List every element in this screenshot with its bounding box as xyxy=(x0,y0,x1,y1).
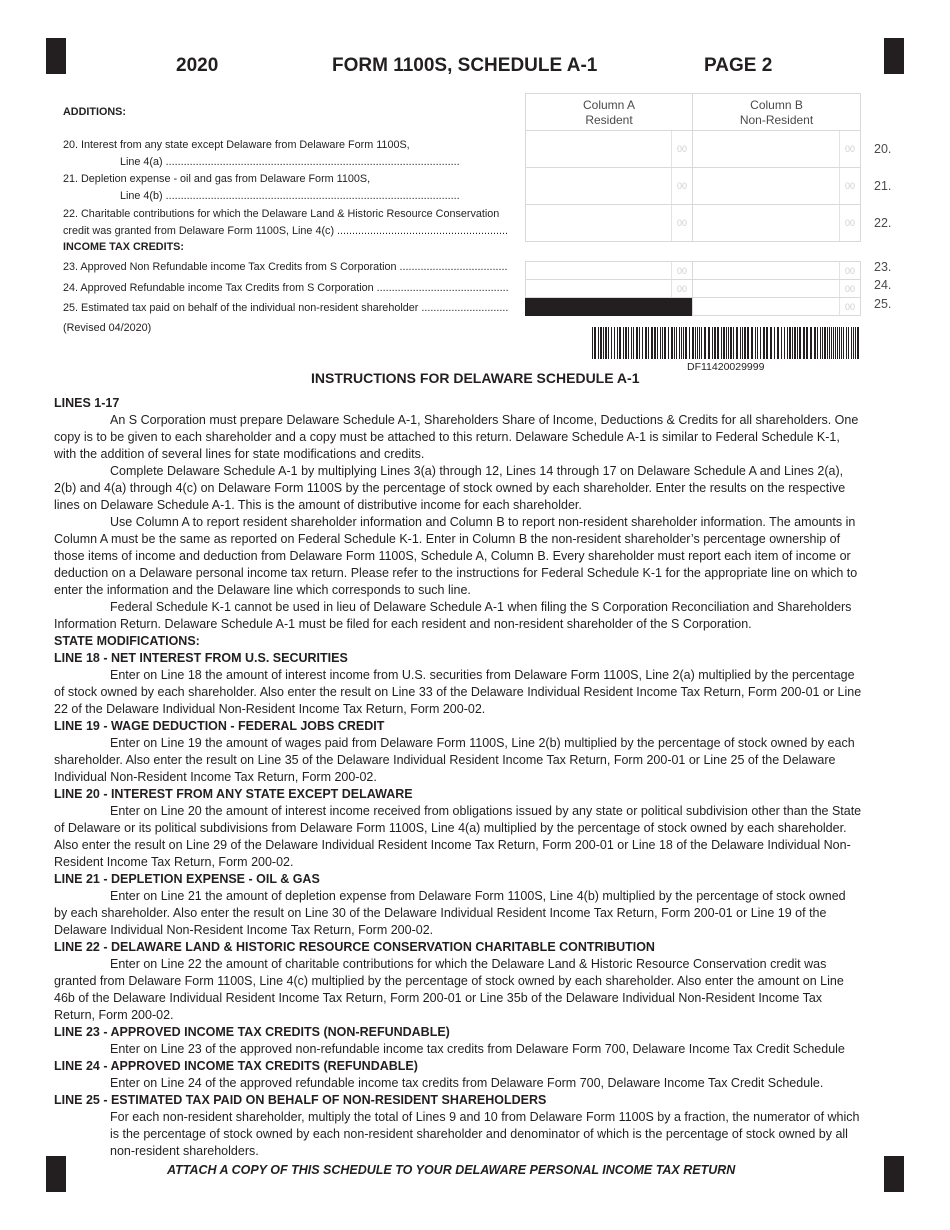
line-20-column-b-field[interactable] xyxy=(692,130,861,168)
barcode-bar xyxy=(679,327,680,359)
barcode-bar xyxy=(651,327,653,359)
barcode-bar xyxy=(781,327,782,359)
barcode-bar xyxy=(674,327,675,359)
heading-line-24: LINE 24 - APPROVED INCOME TAX CREDITS (REFUNDABLE) xyxy=(54,1059,418,1073)
column-a-subtitle: Resident xyxy=(585,113,633,127)
line-25-label: 25. Estimated tax paid on behalf of the individual non-resident shareholder ............................. xyxy=(63,302,509,314)
barcode-bar xyxy=(831,327,832,359)
line-24-column-b-cents: 00 xyxy=(839,280,860,297)
column-a-title: Column A xyxy=(582,98,636,112)
barcode-bar xyxy=(617,327,618,359)
line-21-column-a-cents: 00 xyxy=(671,168,692,204)
barcode-bar xyxy=(792,327,793,359)
barcode-bar xyxy=(857,327,859,359)
barcode-bar xyxy=(814,327,816,359)
barcode-id: DF11420029999 xyxy=(687,361,765,373)
heading-line-20: LINE 20 - INTEREST FROM ANY STATE EXCEPT DELAWARE xyxy=(54,787,413,801)
line-23-label: 23. Approved Non Refundable income Tax Credits from S Corporation .................................... xyxy=(63,261,508,273)
barcode-bar xyxy=(676,327,677,359)
barcode-bar xyxy=(623,327,624,359)
paragraph-lines-1-17-a: An S Corporation must prepare Delaware Schedule A-1, Shareholders Share of Income, Deductions & Credits for all shareholders. One copy is to be given to each shareholder and a copy must be attached to this return. Delaware Schedule A-1 is similar to Federal Schedule K-1, with the addition of several lines for state modifications and credits. xyxy=(54,413,859,461)
barcode-bar xyxy=(736,327,738,359)
line-22-column-b-cents: 00 xyxy=(839,205,860,241)
barcode-bar xyxy=(642,327,643,359)
barcode-bar xyxy=(757,327,758,359)
barcode-bar xyxy=(714,327,716,359)
barcode-bar xyxy=(777,327,779,359)
barcode-bar xyxy=(717,327,719,359)
form-title: FORM 1100S, SCHEDULE A-1 xyxy=(332,55,598,76)
barcode-bar xyxy=(810,327,812,359)
barcode-bar xyxy=(747,327,749,359)
corner-mark-top-right xyxy=(884,38,904,74)
barcode-bar xyxy=(803,327,805,359)
barcode-bar xyxy=(728,327,729,359)
barcode-bar xyxy=(789,327,791,359)
barcode-bar xyxy=(835,327,836,359)
barcode-bar xyxy=(820,327,821,359)
barcode-bar xyxy=(664,327,666,359)
barcode-bar xyxy=(631,327,632,359)
line-21-column-a-field[interactable] xyxy=(525,167,693,205)
barcode-bar xyxy=(827,327,828,359)
line-20-column-a-cents: 00 xyxy=(671,131,692,167)
barcode-bar xyxy=(774,327,775,359)
line-21-column-b-cents: 00 xyxy=(839,168,860,204)
heading-lines-1-17: LINES 1-17 xyxy=(54,396,120,410)
line-25-column-b-field[interactable] xyxy=(692,297,861,316)
line-24-column-b-field[interactable] xyxy=(692,279,861,298)
paragraph-lines-1-17-d: Federal Schedule K-1 cannot be used in lieu of Delaware Schedule A-1 when filing the S Corporation Reconciliation and Shareholders Information Return. Delaware Schedule A-1 must be filed for each resident and non-resident shareholder of the S Corporation. xyxy=(54,600,852,631)
paragraph-line-22: Enter on Line 22 the amount of charitable contributions for which the Delaware Land & Historic Resource Conservation credit was granted from Delaware Form 1100S, Line 4(c) multiplied by the percentage of stock owned by each shareholder. Also enter the amount on Line 46b of the Delaware Individual Resident Income Tax Return, Form 200-01 or Line 35b of the Delaware Individual Non-Resident Income Tax Return, Form 200-02. xyxy=(54,957,844,1022)
barcode-bar xyxy=(608,327,609,359)
line-20-column-b-cents: 00 xyxy=(839,131,860,167)
barcode-bar xyxy=(668,327,669,359)
barcode-bar xyxy=(766,327,768,359)
paragraph-lines-1-17-c: Use Column A to report resident shareholder information and Column B to report non-resident shareholder information. The amounts in Column A must be the same as reported on Federal Schedule K-1. Enter in Column B the non-resident shareholder’s percentage ownership of those items of income and deduction from Delaware Form 1100S, Schedule A, Column B. Every shareholder must report each item of income or deduction on a Delaware personal income tax return. Please refer to the instructions for Federal Schedule K-1 for the appropriate line on which to enter the information and the Delaware line which corresponds to such line. xyxy=(54,515,858,597)
instructions-body xyxy=(54,395,862,1160)
barcode-bar xyxy=(645,327,647,359)
barcode-bar xyxy=(843,327,844,359)
barcode-bar xyxy=(751,327,753,359)
barcode-bar xyxy=(760,327,761,359)
barcode-bar xyxy=(625,327,627,359)
barcode-bar xyxy=(671,327,673,359)
barcode-bar xyxy=(697,327,698,359)
barcode-bar xyxy=(611,327,612,359)
barcode-bar xyxy=(636,327,638,359)
barcode-bar xyxy=(660,327,661,359)
barcode-bar xyxy=(685,327,687,359)
paragraph-line-18: Enter on Line 18 the amount of interest income from U.S. securities from Delaware Form 1100S, Line 2(a) multiplied by the percentage of stock owned by each shareholder. Also enter the result on Line 33 of the Delaware Individual Resident Income Tax Return, Form 200-01 or Line 22 of the Delaware Individual Non-Resident Income Tax Return, Form 200-02. xyxy=(54,668,862,716)
line-24-column-a-cents: 00 xyxy=(671,280,692,297)
barcode-bar xyxy=(657,327,658,359)
heading-line-18: LINE 18 - NET INTEREST FROM U.S. SECURITIES xyxy=(54,651,348,665)
line-23-column-a-field[interactable] xyxy=(525,261,693,280)
barcode-bar xyxy=(822,327,823,359)
corner-mark-top-left-flag xyxy=(46,38,54,39)
line-23-column-a-cents: 00 xyxy=(671,262,692,279)
barcode-bar xyxy=(662,327,663,359)
barcode-bar xyxy=(848,327,849,359)
column-b-header xyxy=(692,93,861,131)
barcode-bar xyxy=(614,327,615,359)
paragraph-line-25: For each non-resident shareholder, multiply the total of Lines 9 and 10 from Delaware Form 1100S by a fraction, the numerator of which is the percentage of stock owned by each non-resident shareholder and denominator of which is the percentage of stock owned by all non-resident shareholders. xyxy=(110,1110,860,1158)
attach-copy-notice: ATTACH A COPY OF THIS SCHEDULE TO YOUR DELAWARE PERSONAL INCOME TAX RETURN xyxy=(167,1163,736,1177)
barcode-bar xyxy=(794,327,796,359)
barcode-bar xyxy=(806,327,808,359)
corner-mark-bottom-left xyxy=(46,1156,66,1192)
barcode-bar xyxy=(797,327,798,359)
barcode-bar xyxy=(619,327,621,359)
barcode-bar xyxy=(598,327,599,359)
barcode-bar xyxy=(817,327,818,359)
paragraph-line-20: Enter on Line 20 the amount of interest income received from obligations issued by any state or political subdivision other than the State of Delaware or its political subdivisions from Delaware Form 1100S, Line 4(a) multiplied by the percentage of stock owned by each shareholder. Also enter the result on Line 29 of the Delaware Individual Resident Income Tax Return, Form 200-01 or Line 18 of the Delaware Individual Non-Resident Income Tax Return, Form 200-02. xyxy=(54,804,862,869)
line-20-column-a-field[interactable] xyxy=(525,130,693,168)
barcode-bar xyxy=(683,327,684,359)
barcode-bar xyxy=(605,327,607,359)
income-tax-credits-heading: INCOME TAX CREDITS: xyxy=(63,241,184,253)
barcode-bar xyxy=(704,327,706,359)
barcode-bar xyxy=(639,327,640,359)
barcode-bar xyxy=(824,327,826,359)
barcode-bar xyxy=(846,327,847,359)
barcode-bar xyxy=(708,327,710,359)
row-number-20: 20. xyxy=(874,142,892,156)
barcode-bar xyxy=(787,327,788,359)
paragraph-line-19: Enter on Line 19 the amount of wages paid from Delaware Form 1100S, Line 2(b) multiplied by the percentage of stock owned by each shareholder. Also enter the result on Line 35 of the Delaware Individual Resident Income Tax Return, Form 200-01 or Line 25 of the Delaware Individual Non-Resident Income Tax Return, Form 200-02. xyxy=(54,736,855,784)
line-20-label: 20. Interest from any state except Delaware from Delaware Form 1100S, xyxy=(63,139,410,151)
barcode-bar xyxy=(592,327,593,359)
barcode-bar xyxy=(755,327,756,359)
barcode-bar xyxy=(695,327,696,359)
row-number-22: 22. xyxy=(874,216,892,230)
barcode-bar xyxy=(851,327,852,359)
corner-mark-top-left-tab xyxy=(46,38,66,48)
barcode-bar xyxy=(829,327,830,359)
barcode-bar xyxy=(689,327,690,359)
barcode xyxy=(592,327,862,359)
barcode-bar xyxy=(855,327,856,359)
barcode-bar xyxy=(837,327,838,359)
line-25-column-a-blocked xyxy=(525,298,693,316)
barcode-bar xyxy=(763,327,765,359)
corner-mark-bottom-right xyxy=(884,1156,904,1192)
paragraph-line-23: Enter on Line 23 of the approved non-refundable income tax credits from Delaware Form 700, Delaware Income Tax Credit Schedule xyxy=(110,1042,845,1056)
line-22-column-a-field[interactable] xyxy=(525,204,693,242)
instructions-title: INSTRUCTIONS FOR DELAWARE SCHEDULE A-1 xyxy=(311,370,640,386)
paragraph-line-24: Enter on Line 24 of the approved refundable income tax credits from Delaware Form 700, Delaware Income Tax Credit Schedule. xyxy=(110,1076,824,1090)
heading-line-21: LINE 21 - DEPLETION EXPENSE - OIL & GAS xyxy=(54,872,320,886)
heading-line-23: LINE 23 - APPROVED INCOME TAX CREDITS (NON-REFUNDABLE) xyxy=(54,1025,450,1039)
barcode-bar xyxy=(600,327,602,359)
line-22-label-cont: credit was granted from Delaware Form 1100S, Line 4(c) ......................................................... xyxy=(63,225,509,237)
barcode-bar xyxy=(603,327,604,359)
barcode-bar xyxy=(726,327,727,359)
page-number: PAGE 2 xyxy=(704,55,773,76)
barcode-bar xyxy=(633,327,634,359)
line-21-label-cont: Line 4(b) .................................................................................................. xyxy=(120,190,460,202)
line-22-label: 22. Charitable contributions for which the Delaware Land & Historic Resource Conservation xyxy=(63,208,500,220)
line-22-column-b-field[interactable] xyxy=(692,204,861,242)
barcode-bar xyxy=(742,327,743,359)
barcode-bar xyxy=(841,327,842,359)
barcode-bar xyxy=(839,327,840,359)
row-number-23: 23. xyxy=(874,260,892,274)
barcode-bar xyxy=(730,327,732,359)
row-number-24: 24. xyxy=(874,278,892,292)
heading-line-19: LINE 19 - WAGE DEDUCTION - FEDERAL JOBS CREDIT xyxy=(54,719,385,733)
barcode-bar xyxy=(721,327,722,359)
paragraph-line-21: Enter on Line 21 the amount of depletion expense from Delaware Form 1100S, Line 4(b) multiplied by the percentage of stock owned by each shareholder. Also enter the result on Line 30 of the Delaware Individual Resident Income Tax Return, Form 200-01 or Line 19 of the Delaware Individual Non-Resident Income Tax Return, Form 200-02. xyxy=(54,889,846,937)
row-number-21: 21. xyxy=(874,179,892,193)
heading-line-25: LINE 25 - ESTIMATED TAX PAID ON BEHALF OF NON-RESIDENT SHAREHOLDERS xyxy=(54,1093,547,1107)
line-23-column-b-cents: 00 xyxy=(839,262,860,279)
column-b-title: Column B xyxy=(750,98,803,112)
barcode-bar xyxy=(648,327,649,359)
column-a-header xyxy=(525,93,693,131)
barcode-bar xyxy=(681,327,682,359)
barcode-bar xyxy=(712,327,713,359)
form-year: 2020 xyxy=(176,55,219,76)
barcode-bar xyxy=(654,327,656,359)
additions-heading: ADDITIONS: xyxy=(63,106,126,118)
barcode-bar xyxy=(833,327,834,359)
line-25-column-b-cents: 00 xyxy=(839,298,860,315)
barcode-bar xyxy=(733,327,734,359)
column-b-subtitle: Non-Resident xyxy=(739,113,814,127)
barcode-bar xyxy=(723,327,725,359)
line-23-column-b-field[interactable] xyxy=(692,261,861,280)
line-22-column-a-cents: 00 xyxy=(671,205,692,241)
barcode-bar xyxy=(692,327,694,359)
line-20-label-cont: Line 4(a) .................................................................................................. xyxy=(120,156,460,168)
revised-date: (Revised 04/2020) xyxy=(63,322,152,334)
barcode-bar xyxy=(699,327,700,359)
barcode-bar xyxy=(740,327,741,359)
heading-state-modifications: STATE MODIFICATIONS: xyxy=(54,634,200,648)
row-number-25: 25. xyxy=(874,297,892,311)
line-21-label: 21. Depletion expense - oil and gas from Delaware Form 1100S, xyxy=(63,173,371,185)
barcode-bar xyxy=(628,327,629,359)
paragraph-lines-1-17-b: Complete Delaware Schedule A-1 by multiplying Lines 3(a) through 12, Lines 14 through 17 on Delaware Schedule A and Lines 2(a), 2(b) and 4(a) through 4(c) on Delaware Form 1100S by the percentage of stock owned by each shareholder. Enter the results on the respective lines on Delaware Schedule A-1. This is the amount of distributive income for each shareholder. xyxy=(54,464,846,512)
barcode-bar xyxy=(594,327,596,359)
barcode-bar xyxy=(701,327,702,359)
barcode-bar xyxy=(853,327,854,359)
barcode-bar xyxy=(770,327,772,359)
heading-line-22: LINE 22 - DELAWARE LAND & HISTORIC RESOURCE CONSERVATION CHARITABLE CONTRIBUTION xyxy=(54,940,655,954)
barcode-bar xyxy=(744,327,746,359)
barcode-bar xyxy=(799,327,801,359)
barcode-bar xyxy=(784,327,785,359)
line-24-column-a-field[interactable] xyxy=(525,279,693,298)
line-24-label: 24. Approved Refundable income Tax Credits from S Corporation ............................................ xyxy=(63,282,509,294)
line-21-column-b-field[interactable] xyxy=(692,167,861,205)
